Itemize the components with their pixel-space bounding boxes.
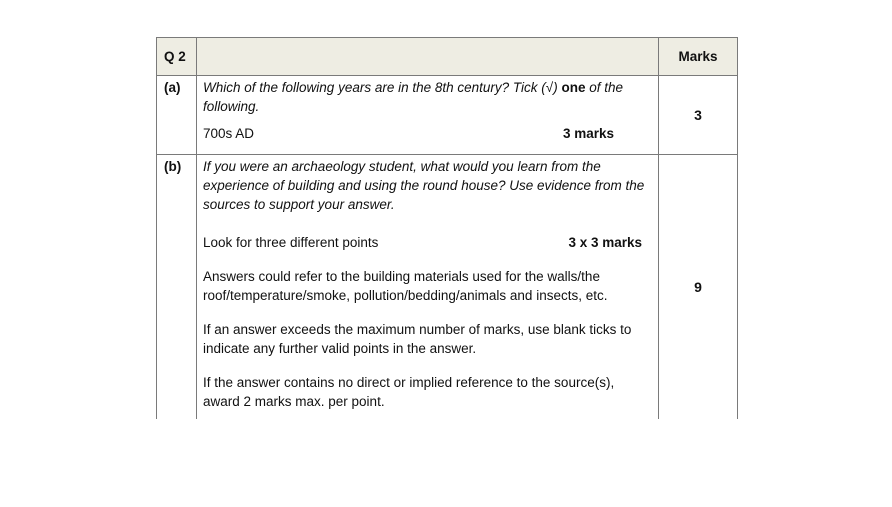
part-b-paragraph-1: Answers could refer to the building materials used for the walls/the roof/temperature/smoke, pollution/bedding/animals and insects, etc.	[203, 269, 608, 303]
part-b-paragraph-3: If the answer contains no direct or implied reference to the source(s), award 2 marks max. per point.	[203, 375, 615, 409]
table-row-part-b	[157, 155, 738, 420]
part-a-question	[203, 78, 650, 116]
table-row-part-a	[157, 76, 738, 155]
question-number-header: Q 2	[157, 38, 197, 76]
part-a-question-bold: one	[561, 80, 586, 95]
marks-header: Marks	[659, 38, 738, 76]
part-b-guidance: Look for three different points	[203, 235, 379, 250]
part-a-question-post: of the following.	[203, 80, 623, 114]
part-a-body	[197, 76, 659, 155]
part-b-body	[197, 155, 659, 420]
part-a-question-pre: Which of the following years are in the 8th century? Tick (√)	[203, 80, 562, 95]
mark-scheme-table	[156, 37, 738, 419]
table-header-row	[157, 38, 738, 76]
part-a-answer: 700s AD	[203, 126, 255, 141]
part-a-answer-marks: 3 marks	[562, 126, 614, 141]
part-b-guidance-row	[203, 233, 650, 252]
part-a-label: (a)	[157, 76, 197, 155]
part-a-answer-row	[203, 124, 650, 143]
part-a-marks: 3	[659, 76, 738, 155]
part-b-paragraph-2: If an answer exceeds the maximum number of marks, use blank ticks to indicate any further valid points in the answer.	[203, 322, 632, 356]
part-b-marks: 9	[659, 155, 738, 420]
part-b-question: If you were an archaeology student, what would you learn from the experience of building and using the round house? Use evidence from the sources to support your answer.	[203, 159, 645, 212]
blank-header	[197, 38, 659, 76]
part-b-label: (b)	[157, 155, 197, 420]
part-b-guidance-marks: 3 x 3 marks	[568, 235, 642, 250]
